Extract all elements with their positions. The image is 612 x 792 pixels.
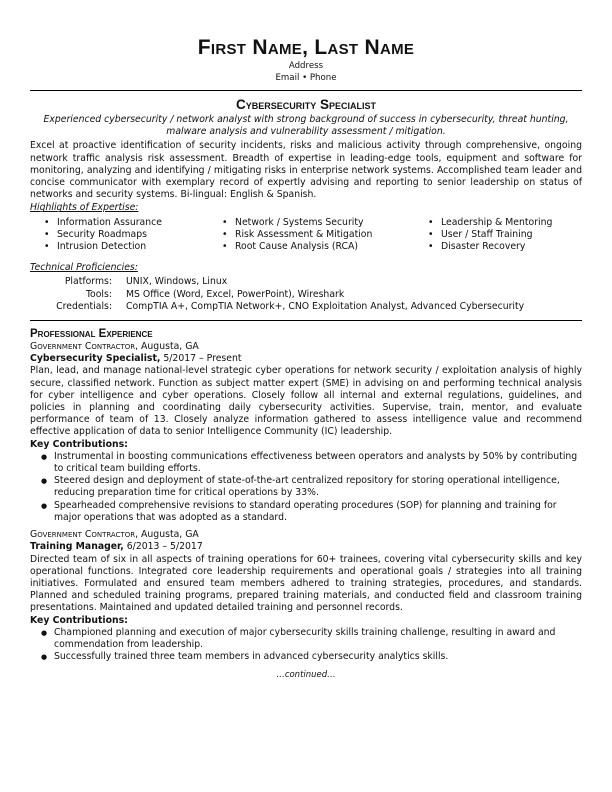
summary: Excel at proactive identification of security incidents, risks and malicious activity through comprehensive, ongoing network traffic analysis risk assessment. Breadth of expertise in leading-edge tools, equipment and software for monitoring, analyzing and identifying / mitigating risks in enterprise network systems. Accomplished team leader and concise communicator with exemplary record of expertly advising and reporting to senior leadership on status of networks and security systems. Bi-lingual: English & Spanish.: [30, 140, 582, 201]
job-description: Directed team of six in all aspects of training operations for 60+ trainees, covering vital cybersecurity skills and key operational functions. Integrated core leadership requirements and operational goals / strategies into all training initiatives. Formulated and ensured team members adhered to training strategies, procedures, and standards. Planned and scheduled training programs, prepared training materials, and conducted field and classroom training presentations. Maintained and updated detailed training and personnel records.: [30, 553, 582, 614]
header-divider: [30, 90, 582, 91]
job-title: Cybersecurity Specialist,: [30, 353, 161, 365]
contribution-item: ● Instrumental in boosting communications effectiveness between operators and analysts by 50% by contributing to critical team building efforts.: [30, 451, 582, 475]
contributions-list: [30, 627, 582, 664]
job-title-line: [30, 541, 582, 553]
job-dates: 6/2013 – 5/2017: [123, 541, 203, 553]
highlights-column-3: [414, 217, 582, 254]
tech-value: UNIX, Windows, Linux: [126, 276, 228, 288]
highlight-item: • Information Assurance: [30, 217, 208, 229]
resume-page: [30, 36, 582, 682]
highlights-column-2: [208, 217, 414, 254]
technical-proficiencies: [30, 276, 582, 313]
employer-name: Government Contractor: [30, 341, 136, 353]
highlight-item: • Disaster Recovery: [414, 241, 582, 253]
job-entry: [30, 529, 582, 663]
contribution-item: ● Successfully trained three team members in advanced cybersecurity analytics skills.: [30, 651, 582, 663]
job-dates: 5/2017 – Present: [160, 353, 242, 365]
employer-line: [30, 529, 582, 541]
tech-row: [30, 276, 582, 288]
experience-heading: Professional Experience: [30, 328, 153, 341]
continued-note: …continued…: [276, 670, 336, 681]
highlight-item: • Network / Systems Security: [208, 217, 414, 229]
contribution-item: ● Steered design and deployment of state-of-the-art centralized repository for storing operational intelligence, reducing preparation time for critical operations by 33%.: [30, 475, 582, 499]
contribution-item: ● Championed planning and execution of major cybersecurity skills training challenge, resulting in award and commendation from leadership.: [30, 627, 582, 651]
tech-row: [30, 301, 582, 313]
job-entry: [30, 341, 582, 524]
highlight-item: • Leadership & Mentoring: [414, 217, 582, 229]
employer-line: [30, 341, 582, 353]
tech-value: MS Office (Word, Excel, PowerPoint), Wireshark: [126, 288, 345, 300]
highlight-item: • Risk Assessment & Mitigation: [208, 229, 414, 241]
contact-info: Email • Phone: [275, 73, 337, 83]
candidate-name: First Name, Last Name: [197, 36, 415, 59]
highlights-list: [30, 217, 582, 254]
highlight-item: • Security Roadmaps: [30, 229, 208, 241]
highlight-item: • Root Cause Analysis (RCA): [208, 241, 414, 253]
job-title-line: [30, 353, 582, 365]
highlight-item: • Intrusion Detection: [30, 241, 208, 253]
highlight-item: • User / Staff Training: [414, 229, 582, 241]
tagline: Experienced cybersecurity / network analyst with strong background of success in cybersecurity, threat hunting, malware analysis and vulnerability assessment / mitigation.: [43, 114, 569, 138]
highlights-heading: Highlights of Expertise:: [30, 202, 139, 214]
job-description: Plan, lead, and manage national-level strategic cyber operations for network security / exploitation analysis of highly secure, classified network. Function as subject matter expert (SME) in advising on and performing technical analysis for cyber intelligence and cyber operations. Closely follow all internal and external regulations, guidelines, and policies in planning and coordinating daily cybersecurity activities. Supervise, train, mentor, and evaluate performance of team of 13. Closely analyze information gathered to assess intelligence value and recommend effective application of data to senior Intelligence Community (IC) leadership.: [30, 365, 582, 438]
tech-label: Tools:: [85, 288, 112, 300]
tech-value: CompTIA A+, CompTIA Network+, CNO Exploitation Analyst, Advanced Cybersecurity: [126, 300, 525, 312]
technical-heading: Technical Proficiencies:: [30, 262, 138, 274]
tech-row: [30, 289, 582, 301]
tech-label: Credentials:: [56, 300, 112, 312]
contributions-heading: Key Contributions:: [30, 614, 128, 626]
section-divider: [30, 320, 582, 321]
job-title: Training Manager,: [30, 541, 124, 553]
address: Address: [288, 61, 324, 71]
employer-location: , Augusta, GA: [135, 529, 199, 541]
contributions-heading: Key Contributions:: [30, 438, 128, 450]
professional-title: Cybersecurity Specialist: [235, 97, 377, 112]
contributions-list: [30, 451, 582, 524]
employer-location: , Augusta, GA: [135, 341, 199, 353]
employer-name: Government Contractor: [30, 529, 136, 541]
tech-label: Platforms:: [64, 276, 112, 288]
highlights-column-1: [30, 217, 208, 254]
contribution-item: ● Spearheaded comprehensive revisions to standard operating procedures (SOP) for planning and training for major operations that was adopted as a standard.: [30, 500, 582, 524]
